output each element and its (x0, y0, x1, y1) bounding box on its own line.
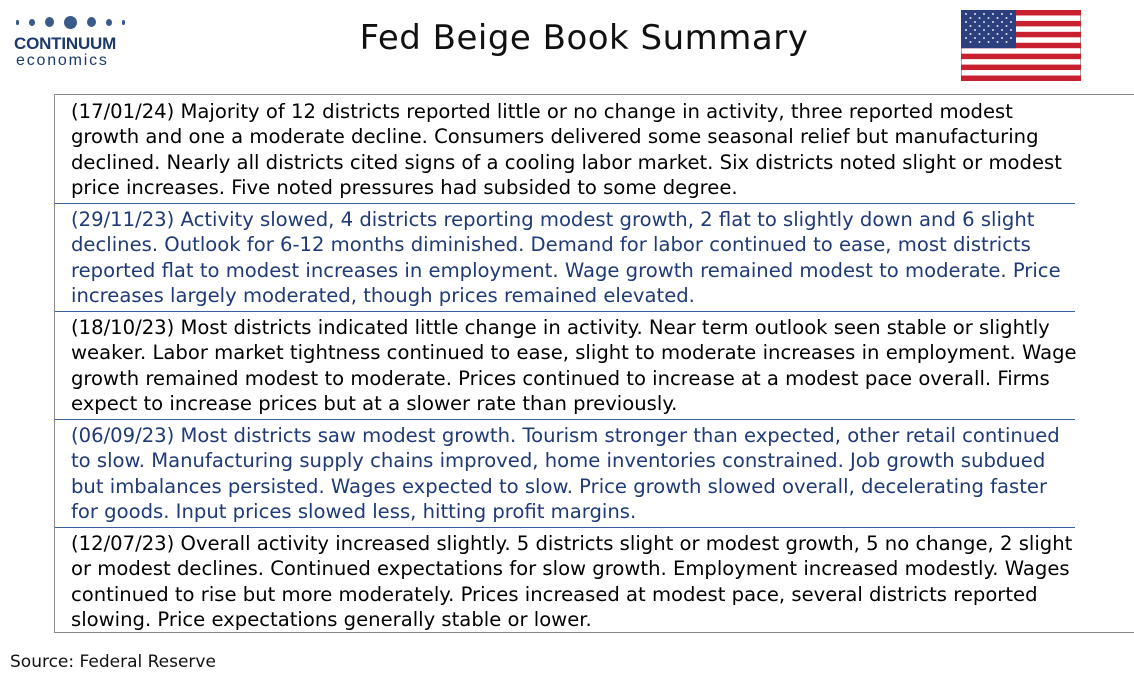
entry-2024-01-17: (17/01/24) Majority of 12 districts reported little or no change in activity, three reported modest growth and one a moderate decline. Consumers delivered some seasonal relief but manufacturing declined. Nearly all districts cited signs of a cooling labor market. Six districts noted slight or modest price increases. Five noted pressures had subsided to some degree. (71, 100, 1062, 199)
page-title: Fed Beige Book Summary (359, 18, 809, 58)
entry-2023-09-06: (06/09/23) Most districts saw modest growth. Tourism stronger than expected, other retail continued to slow. Manufacturing supply chains improved, home inventories constrained. Job growth subdued but imbalances persisted. Wages expected to slow. Price growth slowed overall, decelerating faster for goods. Input prices slowed less, hitting profit margins. (71, 424, 1060, 523)
logo-subtitle: economics (16, 52, 109, 69)
us-flag-icon (961, 10, 1081, 81)
logo-name: CONTINUUM (14, 34, 117, 53)
entry-2023-10-18: (18/10/23) Most districts indicated little change in activity. Near term outlook seen stable or slightly weaker. Labor market tightness continued to ease, slight to moderate increases in employment. Wage growth remained modest to moderate. Prices continued to increase at a modest pace overall. Firms expect to increase prices but at a slower rate than previously. (71, 316, 1077, 415)
entry-2023-11-29: (29/11/23) Activity slowed, 4 districts reporting modest growth, 2 flat to slightly down and 6 slight declines. Outlook for 6-12 months diminished. Demand for labor continued to ease, most districts reported flat to modest increases in employment. Wage growth remained modest to moderate. Price increases largely moderated, though prices remained elevated. (71, 208, 1061, 307)
source-note: Source: Federal Reserve (10, 652, 216, 672)
entry-2023-07-12: (12/07/23) Overall activity increased slightly. 5 districts slight or modest growth, 5 no change, 2 slight or modest declines. Continued expectations for slow growth. Employment increased modestly. Wages continued to rise but more moderately. Prices increased at modest pace, several districts reported slowing. Price expectations generally stable or lower. (71, 532, 1073, 631)
summary-table (54, 94, 1134, 633)
